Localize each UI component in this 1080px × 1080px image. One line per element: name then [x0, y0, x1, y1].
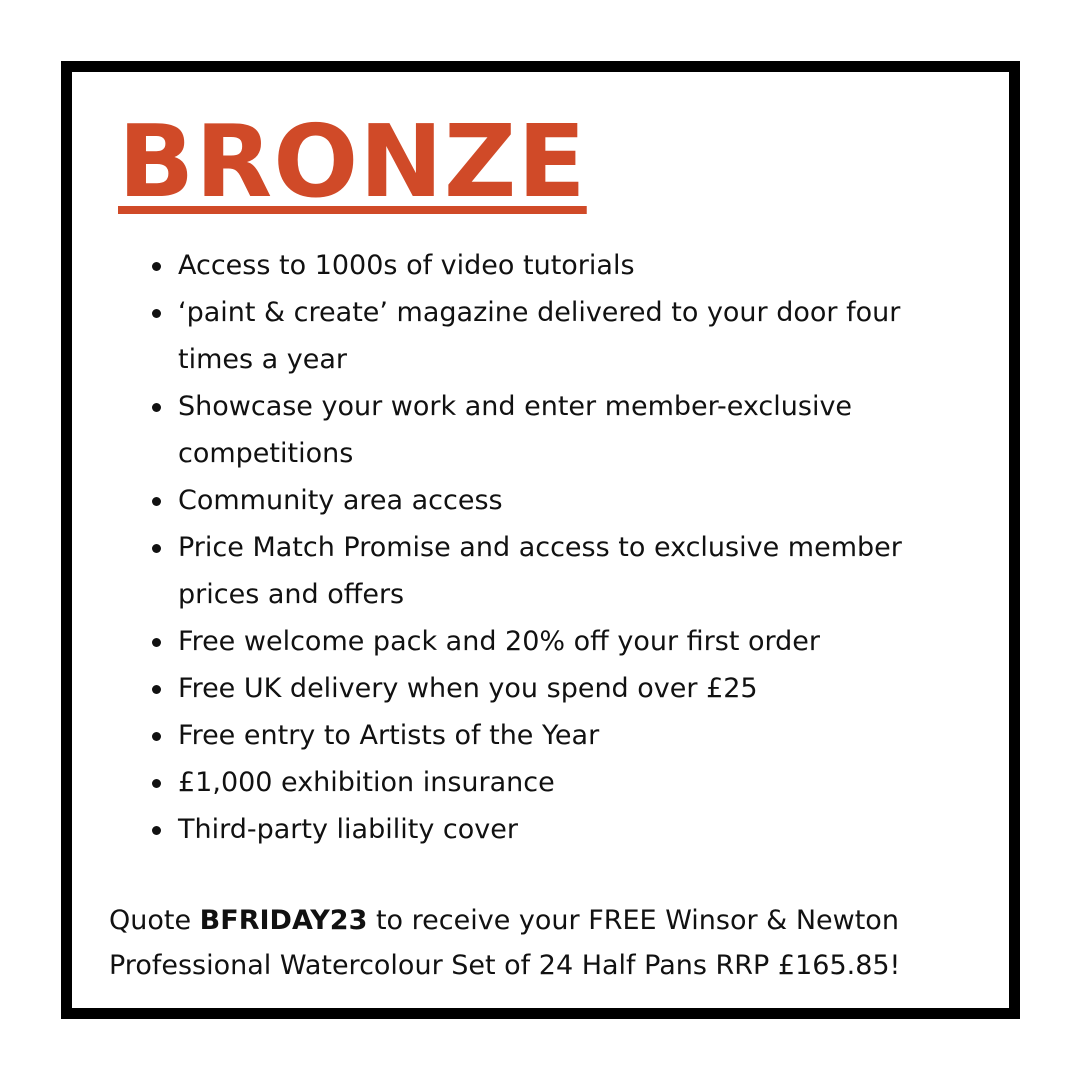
membership-card — [61, 61, 1020, 1019]
benefit-item: Third-party liability cover — [152, 806, 932, 853]
benefit-item: Showcase your work and enter member-exclusive competitions — [152, 383, 932, 477]
benefit-item: Price Match Promise and access to exclusive member prices and offers — [152, 524, 932, 618]
benefit-item: Free entry to Artists of the Year — [152, 712, 932, 759]
benefit-item: ‘paint & create’ magazine delivered to your door four times a year — [152, 289, 932, 383]
promo-prefix: Quote — [109, 905, 200, 936]
promo-suffix: to receive your FREE Winsor & Newton Professional Watercolour Set of 24 Half Pans RRP £165.85! — [109, 905, 901, 981]
benefit-item: £1,000 exhibition insurance — [152, 759, 932, 806]
benefit-item: Free UK delivery when you spend over £25 — [152, 665, 932, 712]
benefit-item: Access to 1000s of video tutorials — [152, 242, 932, 289]
benefit-item: Community area access — [152, 477, 932, 524]
benefit-item: Free welcome pack and 20% off your first order — [152, 618, 932, 665]
tier-title: BRONZE — [118, 103, 587, 220]
promo-text — [109, 898, 989, 988]
promo-code: BFRIDAY23 — [199, 905, 368, 936]
benefits-list — [152, 242, 932, 853]
